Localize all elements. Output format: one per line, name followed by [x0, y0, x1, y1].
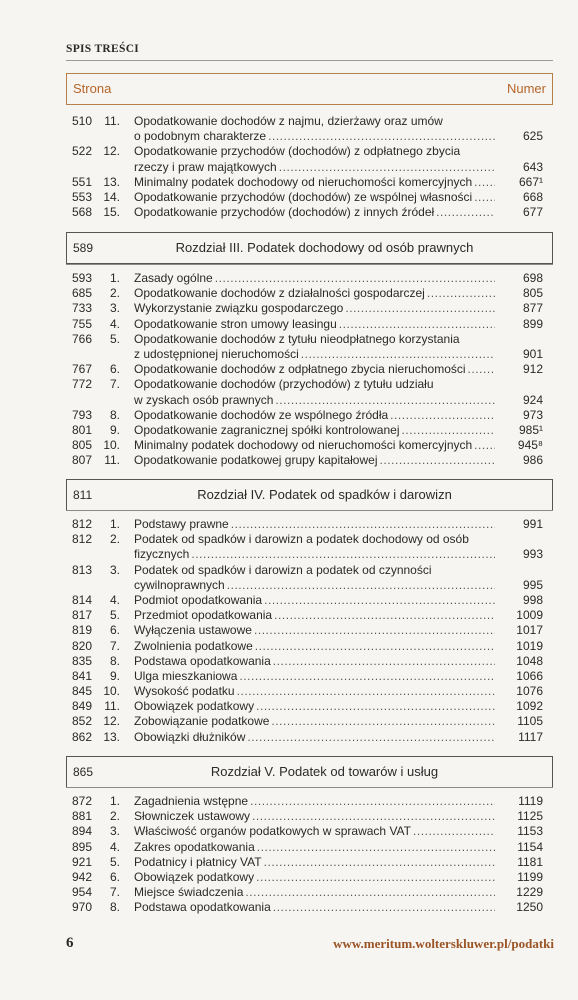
entry-margin-number: 667¹	[518, 174, 543, 189]
dot-leader	[402, 423, 496, 438]
toc-entry[interactable]	[66, 840, 553, 855]
toc-entry[interactable]	[66, 453, 553, 468]
dot-leader	[427, 286, 495, 301]
entry-page: 568	[72, 205, 93, 220]
entry-title: Opodatkowanie dochodów z odpłatnego zbycia nieruchomości	[134, 362, 466, 377]
entry-title: z udostępnionej nieruchomości	[134, 346, 299, 361]
entry-page: 841	[72, 668, 93, 683]
entry-title: Właściwość organów podatkowych w sprawach VAT	[134, 824, 411, 839]
toc-entry[interactable]	[66, 639, 553, 654]
entry-page: 894	[72, 824, 93, 839]
entry-number: 4.	[109, 839, 120, 854]
toc-entry[interactable]	[66, 301, 553, 316]
dot-leader	[245, 885, 495, 900]
section-rule	[66, 787, 553, 788]
entry-title: Podmiot opodatkowania	[134, 592, 263, 607]
toc-entry[interactable]	[66, 190, 553, 205]
entry-title: w zyskach osób prawnych	[134, 392, 274, 407]
dot-leader	[301, 347, 495, 362]
entry-number: 8.	[109, 407, 120, 422]
toc-entry[interactable]	[66, 623, 553, 638]
entry-margin-number: 698	[522, 271, 543, 285]
chapter-page: 589	[73, 241, 94, 255]
entry-margin-number: 973	[522, 407, 543, 422]
chapter-page: 865	[73, 765, 94, 779]
dot-leader	[474, 190, 495, 205]
entry-page: 766	[72, 331, 93, 346]
toc-entry[interactable]	[66, 114, 553, 144]
toc-entry[interactable]	[66, 286, 553, 301]
entry-number: 3.	[109, 824, 120, 839]
entry-title: Minimalny podatek dochodowy od nieruchomości komercyjnych	[134, 438, 473, 453]
entry-title: Zwolnienia podatkowe	[134, 638, 253, 653]
dot-leader	[468, 362, 495, 377]
dot-leader	[237, 684, 495, 699]
section-rule	[66, 510, 553, 511]
dot-leader	[339, 317, 495, 332]
entry-number: 3.	[109, 301, 120, 316]
entry-page: 862	[72, 729, 93, 744]
entry-title: Zagadnienia wstępne	[134, 794, 249, 808]
entry-number: 5.	[109, 331, 120, 346]
entry-title: rzeczy i praw majątkowych	[134, 159, 277, 174]
toc-entry[interactable]	[66, 144, 553, 174]
entry-margin-number: 1048	[516, 653, 543, 668]
dot-leader	[239, 669, 495, 684]
chapter-title: Rozdział V. Podatek od towarów i usług	[210, 764, 439, 779]
entry-title: Opodatkowanie zagranicznej spółki kontrolowanej	[134, 422, 400, 437]
entry-title: Opodatkowanie dochodów ze wspólnego źródła	[134, 407, 389, 422]
entry-number: 7.	[109, 885, 120, 900]
entry-page: 849	[72, 699, 93, 714]
entry-page: 553	[72, 189, 93, 204]
toc-entry[interactable]	[66, 408, 553, 423]
entry-title: Podstawa opodatkowania	[134, 900, 271, 915]
toc-entry[interactable]	[66, 532, 553, 562]
dot-leader	[231, 517, 495, 532]
toc-entry[interactable]	[66, 824, 553, 839]
toc-entry[interactable]	[66, 317, 553, 332]
entry-number: 5.	[109, 608, 120, 623]
dot-leader	[474, 175, 495, 190]
dot-leader	[254, 623, 495, 638]
entry-title: Opodatkowanie przychodów (dochodów) z innych źródeł	[134, 205, 435, 220]
page-number: 6	[66, 935, 74, 951]
entry-page: 970	[72, 900, 93, 915]
chapter-heading	[66, 232, 553, 264]
entry-margin-number: 643	[522, 159, 543, 174]
entry-title: Podatek od spadków i darowizn a podatek dochodowy od osób	[134, 532, 469, 547]
entry-title: Ulga mieszkaniowa	[134, 668, 238, 683]
dot-leader	[380, 453, 496, 468]
column-header-box	[66, 73, 553, 105]
entry-page: 793	[72, 407, 93, 422]
dot-leader	[474, 438, 495, 453]
entry-margin-number: 1154	[517, 839, 543, 854]
entry-title: Obowiązek podatkowy	[134, 699, 255, 714]
entry-number: 7.	[109, 377, 120, 392]
entry-margin-number: 1153	[517, 824, 543, 839]
toc-entry[interactable]	[66, 730, 553, 745]
entry-page: 772	[72, 377, 93, 392]
entry-title: Zakres opodatkowania	[134, 839, 255, 854]
entry-margin-number: 1125	[517, 809, 543, 824]
entry-page: 872	[72, 794, 93, 808]
entry-title: Minimalny podatek dochodowy od nieruchomości komercyjnych	[134, 174, 473, 189]
toc-entry[interactable]	[66, 205, 553, 220]
entry-margin-number: 998	[522, 592, 543, 607]
toc-entry[interactable]	[66, 885, 553, 900]
dot-leader	[273, 654, 495, 669]
entry-title: Wysokość podatku	[134, 684, 235, 699]
entry-page: 812	[72, 532, 93, 547]
entry-margin-number: 1076	[516, 684, 543, 699]
entry-page: 954	[72, 885, 93, 900]
footer-url[interactable]: www.meritum.wolterskluwer.pl/podatki	[333, 936, 554, 951]
entry-number: 13.	[103, 174, 120, 189]
entry-margin-number: 1092	[516, 699, 543, 714]
entry-page: 942	[72, 869, 93, 884]
entry-page: 733	[72, 301, 93, 316]
dot-leader	[247, 730, 495, 745]
entry-page: 881	[72, 809, 93, 824]
entry-page: 767	[72, 362, 93, 377]
entry-title: Zobowiązanie podatkowe	[134, 714, 270, 729]
toc-entry[interactable]	[66, 517, 553, 532]
entry-title: Opodatkowanie przychodów (dochodów) z odpłatnego zbycia	[134, 144, 461, 159]
entry-number: 4.	[109, 592, 120, 607]
entry-margin-number: 1066	[516, 668, 543, 683]
entry-margin-number: 899	[522, 316, 543, 331]
column-header-number: Numer	[506, 81, 546, 96]
entry-margin-number: 1117	[518, 729, 543, 744]
entry-number: 3.	[109, 562, 120, 577]
dot-leader	[256, 870, 495, 885]
entry-margin-number: 991	[522, 517, 543, 531]
toc-section	[66, 794, 553, 916]
dot-leader	[279, 160, 495, 175]
column-header-page: Strona	[73, 81, 112, 96]
entry-page: 551	[72, 174, 93, 189]
toc-entry[interactable]	[66, 377, 553, 407]
entry-title: o podobnym charakterze	[134, 129, 267, 144]
entry-page: 812	[72, 517, 93, 531]
toc-entry[interactable]	[66, 669, 553, 684]
entry-margin-number: 1019	[516, 638, 543, 653]
toc-entry[interactable]	[66, 714, 553, 729]
toc-entry[interactable]	[66, 855, 553, 870]
entry-title: Opodatkowanie dochodów z tytułu nieodpłatnego korzystania	[134, 331, 460, 346]
toc-section	[66, 271, 553, 468]
entry-page: 807	[72, 453, 93, 468]
entry-title: Obowiązek podatkowy	[134, 869, 255, 884]
entry-number: 1.	[109, 271, 120, 285]
entry-page: 819	[72, 623, 93, 638]
entry-number: 6.	[109, 362, 120, 377]
toc-entry[interactable]	[66, 900, 553, 915]
dot-leader	[264, 593, 495, 608]
entry-page: 685	[72, 286, 93, 301]
dot-leader	[390, 408, 495, 423]
toc-entry[interactable]	[66, 563, 553, 593]
entry-margin-number: 1009	[516, 608, 543, 623]
entry-title: Podstawa opodatkowania	[134, 653, 271, 668]
toc-entry[interactable]	[66, 654, 553, 669]
dot-leader	[191, 547, 495, 562]
toc-entry[interactable]	[66, 271, 553, 286]
dot-leader	[255, 639, 495, 654]
entry-page: 593	[72, 271, 93, 285]
entry-title: cywilnoprawnych	[134, 577, 225, 592]
entry-number: 1.	[109, 794, 120, 808]
entry-page: 755	[72, 316, 93, 331]
entry-number: 11.	[104, 453, 120, 468]
entry-number: 4.	[109, 316, 120, 331]
entry-number: 11.	[104, 114, 120, 128]
toc-entry[interactable]	[66, 593, 553, 608]
entry-margin-number: 1119	[518, 794, 543, 808]
running-header: SPIS TREŚCI	[66, 43, 140, 55]
entry-number: 10.	[103, 684, 120, 699]
toc-entry[interactable]	[66, 332, 553, 362]
entry-page: 805	[72, 438, 93, 453]
entry-margin-number: 912	[522, 362, 543, 377]
entry-margin-number: 1017	[516, 623, 543, 638]
dot-leader	[215, 271, 495, 286]
entry-title: Opodatkowanie stron umowy leasingu	[134, 316, 337, 331]
entry-number: 14.	[103, 189, 120, 204]
dot-leader	[227, 578, 495, 593]
entry-margin-number: 986	[522, 453, 543, 468]
entry-margin-number: 995	[522, 577, 543, 592]
entry-page: 813	[72, 562, 93, 577]
dot-leader	[264, 855, 495, 870]
entry-title: Przedmiot opodatkowania	[134, 608, 273, 623]
entry-title: Opodatkowanie przychodów (dochodów) ze wspólnej własności	[134, 189, 473, 204]
entry-number: 9.	[109, 422, 120, 437]
entry-title: Podatnicy i płatnicy VAT	[134, 854, 262, 869]
entry-page: 522	[72, 144, 93, 159]
entry-margin-number: 901	[522, 346, 543, 361]
entry-title: Zasady ogólne	[134, 271, 213, 285]
entry-margin-number: 805	[522, 286, 543, 301]
toc-entry[interactable]	[66, 794, 553, 809]
entry-page: 510	[72, 114, 93, 128]
entry-title: Podstawy prawne	[134, 517, 229, 531]
entry-page: 921	[72, 854, 93, 869]
entry-margin-number: 668	[522, 189, 543, 204]
entry-number: 13.	[103, 729, 120, 744]
entry-page: 895	[72, 839, 93, 854]
entry-title: Opodatkowanie dochodów z działalności gospodarczej	[134, 286, 425, 301]
entry-page: 852	[72, 714, 93, 729]
entry-title: fizycznych	[134, 547, 190, 562]
entry-number: 12.	[103, 144, 120, 159]
entry-page: 820	[72, 638, 93, 653]
entry-number: 11.	[104, 699, 120, 714]
entry-title: Opodatkowanie dochodów z najmu, dzierżawy oraz umów	[134, 114, 443, 128]
section-rule	[66, 264, 553, 265]
entry-title: Opodatkowanie podatkowej grupy kapitałowej	[134, 453, 378, 468]
chapter-title: Rozdział III. Podatek dochodowy od osób prawnych	[175, 240, 474, 255]
chapter-title: Rozdział IV. Podatek od spadków i darowizn	[197, 487, 452, 502]
chapter-heading	[66, 479, 553, 511]
entry-number: 2.	[109, 286, 120, 301]
entry-number: 8.	[109, 653, 120, 668]
entry-number: 6.	[109, 623, 120, 638]
entry-number: 2.	[109, 532, 120, 547]
toc-entry[interactable]	[66, 438, 553, 453]
entry-number: 2.	[109, 809, 120, 824]
entry-title: Wykorzystanie związku gospodarczego	[134, 301, 344, 316]
entry-title: Opodatkowanie dochodów (przychodów) z tytułu udziału	[134, 377, 434, 392]
entry-title: Obowiązki dłużników	[134, 729, 246, 744]
entry-margin-number: 1250	[516, 900, 543, 915]
entry-margin-number: 877	[522, 301, 543, 316]
entry-page: 814	[72, 592, 93, 607]
toc-section	[66, 114, 553, 220]
entry-number: 8.	[109, 900, 120, 915]
entry-number: 10.	[103, 438, 120, 453]
toc-entry[interactable]	[66, 870, 553, 885]
entry-margin-number: 1199	[517, 869, 543, 884]
dot-leader	[250, 794, 495, 809]
dot-leader	[275, 393, 495, 408]
toc-entry[interactable]	[66, 699, 553, 714]
dot-leader	[271, 714, 495, 729]
toc-entry[interactable]	[66, 362, 553, 377]
entry-margin-number: 924	[522, 392, 543, 407]
entry-title: Podatek od spadków i darowizn a podatek od czynności	[134, 562, 432, 577]
chapter-heading	[66, 756, 553, 788]
dot-leader	[268, 129, 495, 144]
toc-entry[interactable]	[66, 423, 553, 438]
entry-page: 801	[72, 422, 93, 437]
entry-margin-number: 993	[522, 547, 543, 562]
dot-leader	[256, 699, 495, 714]
toc-entry[interactable]	[66, 809, 553, 824]
dot-leader	[436, 205, 495, 220]
entry-number: 6.	[109, 869, 120, 884]
entry-margin-number: 1105	[517, 714, 543, 729]
entry-number: 7.	[109, 638, 120, 653]
entry-title: Słowniczek ustawowy	[134, 809, 251, 824]
entry-page: 845	[72, 684, 93, 699]
chapter-page: 811	[73, 488, 93, 502]
entry-number: 15.	[103, 205, 120, 220]
entry-number: 5.	[109, 854, 120, 869]
dot-leader	[274, 608, 495, 623]
dot-leader	[345, 301, 495, 316]
toc-entry[interactable]	[66, 175, 553, 190]
entry-page: 817	[72, 608, 93, 623]
entry-margin-number: 945⁸	[517, 438, 543, 453]
entry-margin-number: 677	[522, 205, 543, 220]
entry-title: Miejsce świadczenia	[134, 885, 244, 900]
toc-entry[interactable]	[66, 684, 553, 699]
entry-page: 835	[72, 653, 93, 668]
entry-margin-number: 625	[522, 129, 543, 144]
header-rule	[66, 60, 553, 61]
toc-entry[interactable]	[66, 608, 553, 623]
entry-title: Wyłączenia ustawowe	[134, 623, 252, 638]
entry-margin-number: 1229	[516, 885, 543, 900]
entry-number: 12.	[103, 714, 120, 729]
dot-leader	[252, 809, 495, 824]
dot-leader	[413, 824, 495, 839]
entry-number: 1.	[109, 517, 120, 531]
entry-margin-number: 985¹	[518, 422, 543, 437]
dot-leader	[257, 840, 495, 855]
entry-number: 9.	[109, 668, 120, 683]
entry-margin-number: 1181	[517, 854, 543, 869]
toc-section	[66, 517, 553, 745]
dot-leader	[273, 900, 495, 915]
